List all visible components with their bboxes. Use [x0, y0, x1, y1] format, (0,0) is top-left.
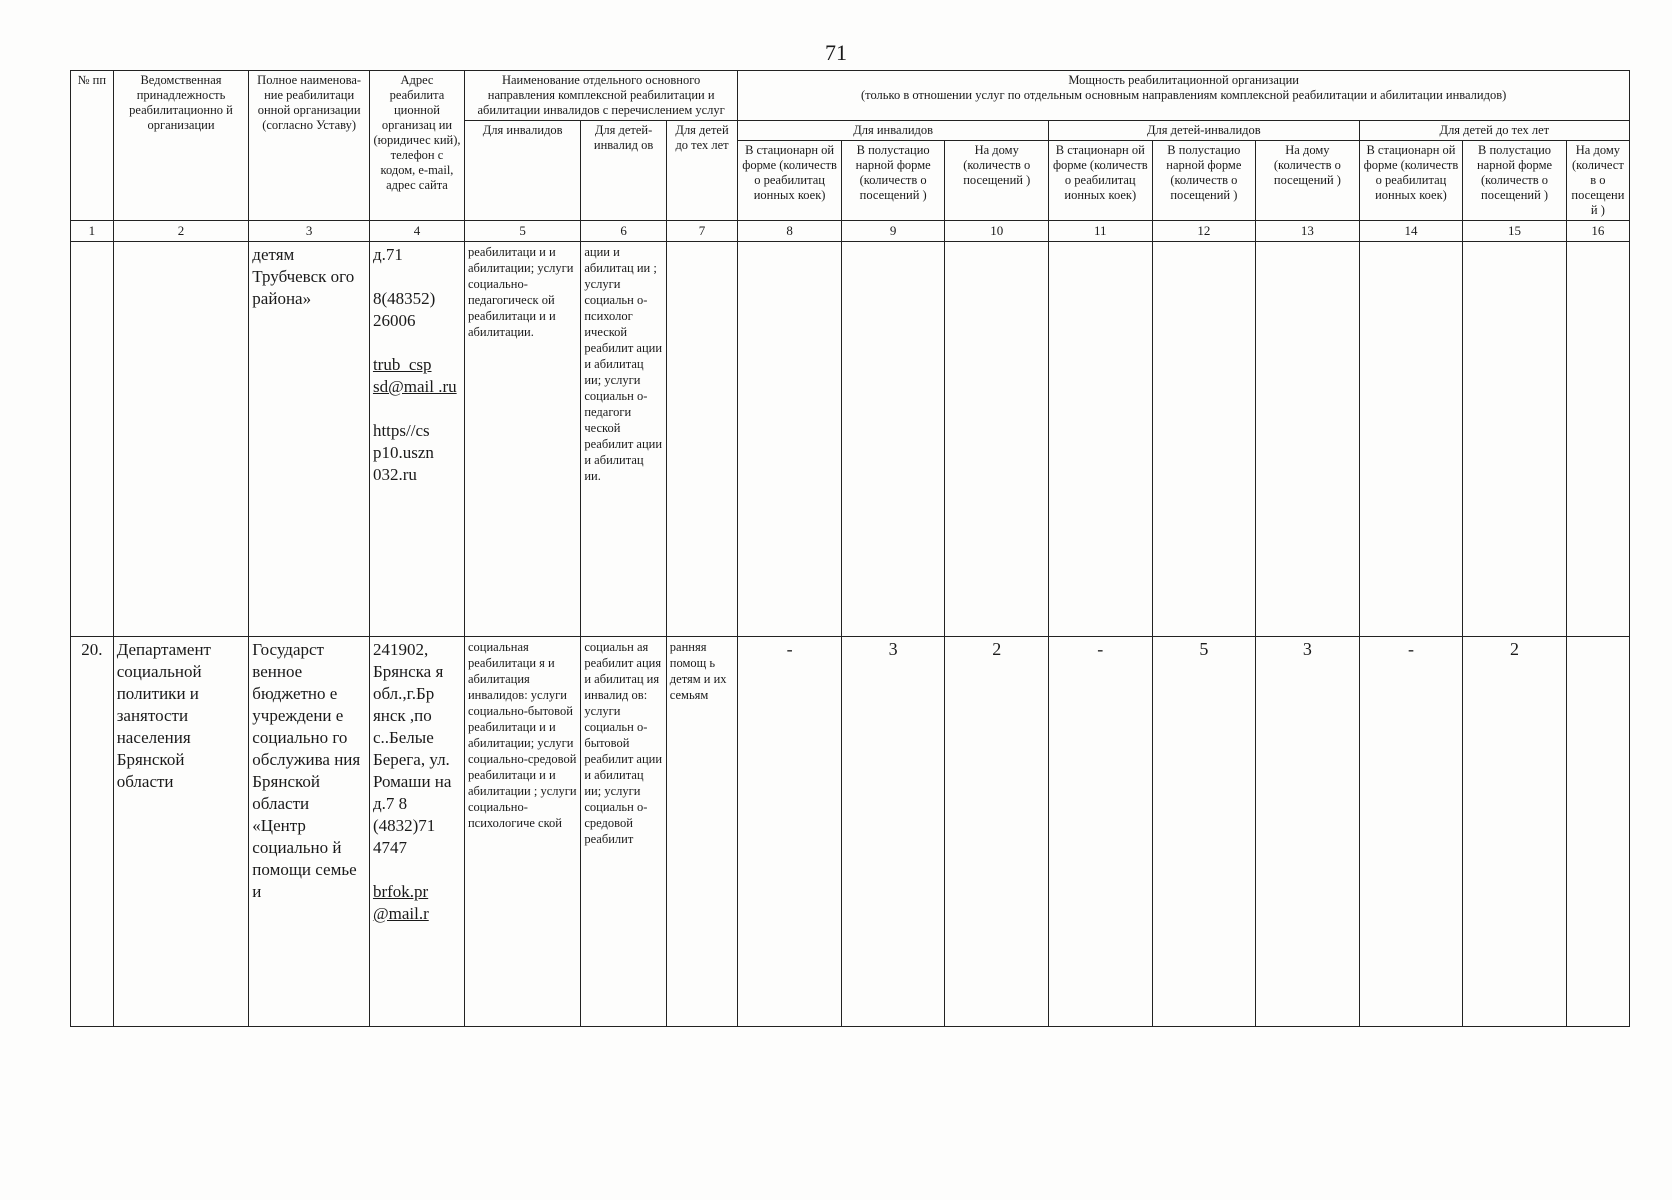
column-number: 5	[464, 221, 580, 242]
capacity-value-disabled-semi: 3	[841, 637, 945, 1027]
org-name-cell: детям Трубчевск ого района»	[249, 242, 370, 637]
header-for-disabled: Для инвалидов	[464, 121, 580, 221]
header-stationary: В стационарн ой форме (количеств о реабилитац ионных коек)	[1049, 141, 1153, 221]
column-number-row	[71, 221, 1630, 242]
header-capacity-group	[738, 71, 1630, 121]
services-disabled-cell: реабилитаци и и абилитации; услуги социально-педагогическ ой реабилитаци и и абилитации.	[464, 242, 580, 637]
capacity-value-young-semi: 2	[1463, 637, 1567, 1027]
org-name-cell: Государст венное бюджетно е учреждени е социально го обслужива ния Брянской области «Центр социально й помощи семье и	[249, 637, 370, 1027]
capacity-cell	[1463, 242, 1567, 637]
header-stationary: В стационарн ой форме (количеств о реабилитац ионных коек)	[738, 141, 842, 221]
services-children-cell: ации и абилитац ии ; услуги социальн о-психолог ической реабилит ации и абилитац ии; услуги социальн о-педагоги ческой реабилит ации и абилитац ии.	[581, 242, 666, 637]
capacity-subtitle: (только в отношении услуг по отдельным основным направлениям комплексной реабилитации и абилитации инвалидов)	[861, 88, 1507, 102]
column-number: 10	[945, 221, 1049, 242]
capacity-value-children-home: 3	[1256, 637, 1360, 1027]
capacity-value-children-stationary: -	[1049, 637, 1153, 1027]
capacity-value-young-home	[1566, 637, 1629, 1027]
services-disabled-cell: социальная реабилитаци я и абилитация инвалидов: услуги социально-бытовой реабилитаци и и абилитации; услуги социально-средовой реабилитаци и и абилитации ; услуги социально-психологиче ской	[464, 637, 580, 1027]
capacity-cell	[738, 242, 842, 637]
department-cell: Департамент социальной политики и занятости населения Брянской области	[113, 637, 249, 1027]
services-young-cell	[666, 242, 738, 637]
services-young-cell: ранняя помощ ь детям и их семьям	[666, 637, 738, 1027]
column-number: 4	[369, 221, 464, 242]
column-number: 6	[581, 221, 666, 242]
header-department: Ведомственная принадлежность реабилитационно й организации	[113, 71, 249, 221]
address-text: 241902, Брянска я обл.,г.Бр янск ,по с..Белые Берега, ул. Ромаши на д.7 8 (4832)71 4747	[372, 640, 452, 857]
address-cell	[369, 242, 464, 637]
services-children-cell: социальн ая реабилит ация и абилитац ия инвалид ов: услуги социальн о-бытовой реабилит ации и абилитац ии; услуги социальн о-средовой реабилит	[581, 637, 666, 1027]
capacity-value-children-semi: 5	[1152, 637, 1256, 1027]
email-link[interactable]: brfok.pr @mail.r	[372, 882, 429, 923]
header-number: № пп	[71, 71, 114, 221]
column-number: 11	[1049, 221, 1153, 242]
header-for-young-children: Для детей до тех лет	[666, 121, 738, 221]
address-cell	[369, 637, 464, 1027]
column-number: 14	[1359, 221, 1463, 242]
header-home: На дому (количеств о посещений )	[945, 141, 1049, 221]
capacity-cell	[841, 242, 945, 637]
column-number: 9	[841, 221, 945, 242]
header-semi-stationary: В полустацио нарной форме (количеств о посещений )	[1152, 141, 1256, 221]
column-number: 7	[666, 221, 738, 242]
website-text: https//cs p10.uszn 032.ru	[372, 421, 434, 484]
column-number: 12	[1152, 221, 1256, 242]
page-number: 71	[825, 40, 847, 65]
column-number: 15	[1463, 221, 1567, 242]
header-semi-stationary: В полустацио нарной форме (количеств о посещений )	[1463, 141, 1567, 221]
header-stationary: В стационарн ой форме (количеств о реабилитац ионных коек)	[1359, 141, 1463, 221]
header-home: На дому (количеств о посещений )	[1566, 141, 1629, 221]
header-home: На дому (количеств о посещений )	[1256, 141, 1360, 221]
column-number: 2	[113, 221, 249, 242]
phone-text: 8(48352) 26006	[372, 289, 436, 330]
capacity-value-young-stationary: -	[1359, 637, 1463, 1027]
capacity-value-disabled-stationary: -	[738, 637, 842, 1027]
rehab-organizations-table	[70, 70, 1630, 1027]
header-row-1	[71, 71, 1630, 121]
capacity-cell	[1152, 242, 1256, 637]
table-row	[71, 242, 1630, 637]
capacity-cell	[1049, 242, 1153, 637]
header-for-disabled-children: Для детей-инвалид ов	[581, 121, 666, 221]
capacity-cell	[945, 242, 1049, 637]
column-number: 1	[71, 221, 114, 242]
row-number-cell	[71, 242, 114, 637]
header-group-young: Для детей до тех лет	[1359, 121, 1629, 141]
capacity-value-disabled-home: 2	[945, 637, 1049, 1027]
column-number: 3	[249, 221, 370, 242]
header-group-children: Для детей-инвалидов	[1049, 121, 1360, 141]
table-row	[71, 637, 1630, 1027]
header-full-name: Полное наименова- ние реабилитаци онной организации (согласно Уставу)	[249, 71, 370, 221]
capacity-cell	[1359, 242, 1463, 637]
capacity-title: Мощность реабилитационной организации	[1068, 73, 1299, 87]
column-number: 8	[738, 221, 842, 242]
header-directions-group: Наименование отдельного основного направления комплексной реабилитации и абилитации инвалидов с перечислением услуг	[464, 71, 737, 121]
column-number: 13	[1256, 221, 1360, 242]
capacity-cell	[1256, 242, 1360, 637]
email-link[interactable]: trub_csp sd@mail .ru	[372, 355, 457, 396]
row-number-cell: 20.	[71, 637, 114, 1027]
header-address: Адрес реабилита ционной организац ии (юридичес кий), телефон с кодом, e-mail, адрес сайта	[369, 71, 464, 221]
column-number: 16	[1566, 221, 1629, 242]
header-semi-stationary: В полустацио нарной форме (количеств о посещений )	[841, 141, 945, 221]
capacity-cell	[1566, 242, 1629, 637]
department-cell	[113, 242, 249, 637]
address-house: д.71	[372, 245, 403, 264]
header-group-disabled: Для инвалидов	[738, 121, 1049, 141]
